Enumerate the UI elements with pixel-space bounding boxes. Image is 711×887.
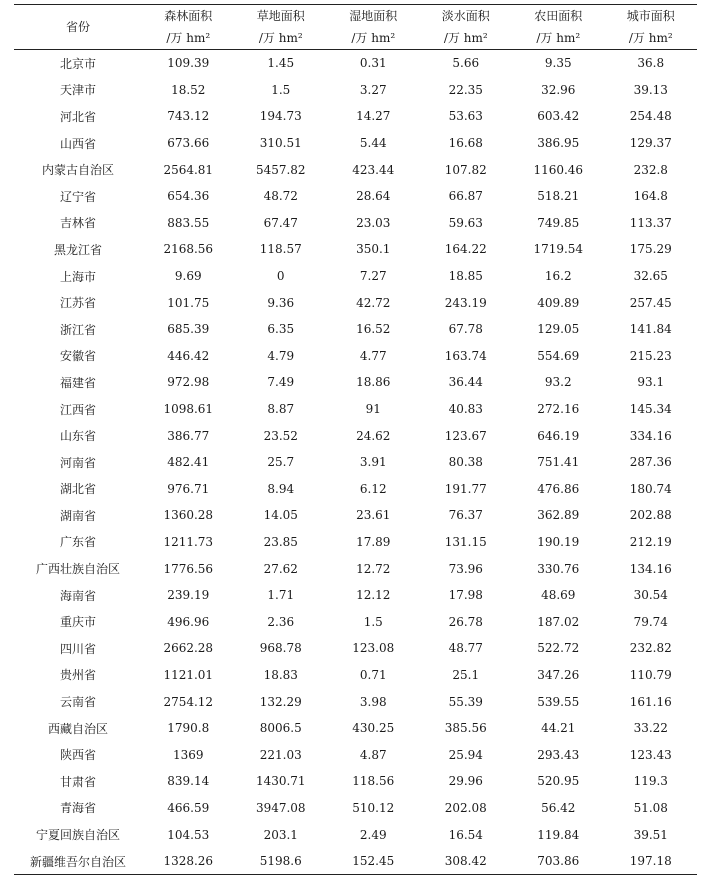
urban-cell: 161.16 bbox=[629, 694, 672, 709]
wetland-cell: 1.5 bbox=[363, 614, 383, 629]
header-unit: /万 hm² bbox=[351, 31, 396, 45]
table-row bbox=[14, 316, 697, 343]
province-area-table bbox=[14, 4, 697, 875]
urban-cell: 93.1 bbox=[637, 375, 665, 390]
province-cell: 湖南省 bbox=[59, 508, 96, 523]
header-label: 城市面积 bbox=[626, 9, 675, 23]
urban-cell: 212.19 bbox=[629, 534, 672, 549]
freshwater-cell: 385.56 bbox=[444, 721, 487, 736]
forest-cell: 101.75 bbox=[167, 295, 210, 310]
table-row bbox=[14, 795, 697, 822]
wetland-cell: 23.03 bbox=[356, 215, 391, 230]
grassland-cell: 4.79 bbox=[267, 348, 295, 363]
wetland-cell: 0.31 bbox=[359, 56, 387, 71]
farmland-cell: 409.89 bbox=[537, 295, 580, 310]
farmland-cell: 32.96 bbox=[541, 82, 576, 97]
province-cell: 广西壮族自治区 bbox=[35, 562, 120, 577]
grassland-cell: 118.57 bbox=[259, 242, 302, 257]
forest-cell: 482.41 bbox=[167, 455, 210, 470]
header-label: 淡水面积 bbox=[441, 9, 490, 23]
forest-cell: 1790.8 bbox=[167, 721, 210, 736]
freshwater-cell: 17.98 bbox=[448, 588, 483, 603]
farmland-cell: 1160.46 bbox=[533, 162, 584, 177]
urban-cell: 30.54 bbox=[633, 588, 668, 603]
freshwater-cell: 55.39 bbox=[448, 694, 483, 709]
table-row bbox=[14, 396, 697, 423]
header-unit: /万 hm² bbox=[166, 31, 211, 45]
farmland-cell: 522.72 bbox=[537, 641, 580, 656]
urban-cell: 51.08 bbox=[633, 800, 668, 815]
forest-cell: 9.69 bbox=[174, 269, 202, 284]
farmland-cell: 16.2 bbox=[544, 269, 572, 284]
forest-cell: 386.77 bbox=[167, 428, 210, 443]
grassland-cell: 1.5 bbox=[271, 82, 291, 97]
urban-cell: 232.82 bbox=[629, 641, 672, 656]
urban-cell: 197.18 bbox=[605, 848, 698, 875]
header-cell-freshwater bbox=[420, 5, 513, 50]
header-label: 省份 bbox=[65, 20, 90, 34]
wetland-cell: 2.49 bbox=[359, 827, 387, 842]
freshwater-cell: 59.63 bbox=[448, 215, 483, 230]
farmland-cell: 330.76 bbox=[537, 561, 580, 576]
urban-cell: 110.79 bbox=[629, 667, 672, 682]
province-cell: 上海市 bbox=[59, 269, 96, 284]
freshwater-cell: 76.37 bbox=[448, 508, 483, 523]
forest-cell: 1121.01 bbox=[163, 667, 214, 682]
table-row bbox=[14, 635, 697, 662]
forest-cell: 654.36 bbox=[167, 189, 210, 204]
freshwater-cell: 73.96 bbox=[448, 561, 483, 576]
header-cell-farmland bbox=[512, 5, 605, 50]
forest-cell: 976.71 bbox=[167, 481, 210, 496]
forest-cell: 1360.28 bbox=[163, 508, 214, 523]
farmland-cell: 119.84 bbox=[537, 827, 580, 842]
header-cell-wetland bbox=[327, 5, 420, 50]
farmland-cell: 386.95 bbox=[537, 136, 580, 151]
wetland-cell: 12.12 bbox=[356, 588, 391, 603]
freshwater-cell: 107.82 bbox=[444, 162, 487, 177]
grassland-cell: 3947.08 bbox=[255, 800, 306, 815]
grassland-cell: 18.83 bbox=[263, 667, 298, 682]
province-cell: 贵州省 bbox=[59, 668, 96, 683]
forest-cell: 1369 bbox=[172, 747, 204, 762]
farmland-cell: 1719.54 bbox=[533, 242, 584, 257]
province-cell: 浙江省 bbox=[59, 322, 96, 337]
forest-cell: 446.42 bbox=[167, 348, 210, 363]
wetland-cell: 12.72 bbox=[356, 561, 391, 576]
urban-cell: 202.88 bbox=[629, 508, 672, 523]
grassland-cell: 8.87 bbox=[267, 402, 295, 417]
grassland-cell: 1.45 bbox=[267, 56, 295, 71]
header-cell-urban bbox=[605, 5, 698, 50]
table-row bbox=[14, 263, 697, 290]
freshwater-cell: 22.35 bbox=[448, 82, 483, 97]
freshwater-cell: 40.83 bbox=[448, 402, 483, 417]
freshwater-cell: 16.68 bbox=[448, 136, 483, 151]
forest-cell: 2662.28 bbox=[163, 641, 214, 656]
table-row bbox=[14, 103, 697, 130]
urban-cell: 141.84 bbox=[629, 322, 672, 337]
forest-cell: 2564.81 bbox=[163, 162, 214, 177]
wetland-cell: 14.27 bbox=[356, 109, 391, 124]
freshwater-cell: 191.77 bbox=[444, 481, 487, 496]
grassland-cell: 7.49 bbox=[267, 375, 295, 390]
forest-cell: 496.96 bbox=[167, 614, 210, 629]
freshwater-cell: 164.22 bbox=[444, 242, 487, 257]
farmland-cell: 56.42 bbox=[541, 800, 576, 815]
wetland-cell: 3.91 bbox=[359, 455, 387, 470]
forest-cell: 18.52 bbox=[171, 82, 206, 97]
forest-cell: 109.39 bbox=[167, 56, 210, 71]
wetland-cell: 5.44 bbox=[359, 136, 387, 151]
province-cell: 黑龙江省 bbox=[53, 242, 102, 257]
freshwater-cell: 243.19 bbox=[444, 295, 487, 310]
province-cell: 江西省 bbox=[59, 402, 96, 417]
province-cell: 内蒙古自治区 bbox=[41, 163, 114, 178]
table-row bbox=[14, 449, 697, 476]
grassland-cell: 0 bbox=[276, 269, 285, 284]
province-cell: 宁夏回族自治区 bbox=[35, 828, 120, 843]
province-cell: 海南省 bbox=[59, 588, 96, 603]
wetland-cell: 152.45 bbox=[327, 848, 420, 875]
table-row bbox=[14, 715, 697, 742]
province-cell: 安徽省 bbox=[59, 349, 96, 364]
header-cell-province bbox=[14, 5, 142, 50]
forest-cell: 466.59 bbox=[167, 800, 210, 815]
grassland-cell: 48.72 bbox=[263, 189, 298, 204]
header-label: 森林面积 bbox=[164, 9, 213, 23]
province-cell: 吉林省 bbox=[59, 216, 96, 231]
table-row bbox=[14, 343, 697, 370]
wetland-cell: 510.12 bbox=[352, 800, 395, 815]
grassland-cell: 5198.6 bbox=[235, 848, 328, 875]
forest-cell: 883.55 bbox=[167, 215, 210, 230]
urban-cell: 32.65 bbox=[633, 269, 668, 284]
urban-cell: 257.45 bbox=[629, 295, 672, 310]
wetland-cell: 18.86 bbox=[356, 375, 391, 390]
wetland-cell: 7.27 bbox=[359, 269, 387, 284]
grassland-cell: 6.35 bbox=[267, 322, 295, 337]
wetland-cell: 123.08 bbox=[352, 641, 395, 656]
forest-cell: 239.19 bbox=[167, 588, 210, 603]
forest-cell: 104.53 bbox=[167, 827, 210, 842]
farmland-cell: 749.85 bbox=[537, 215, 580, 230]
province-cell: 河南省 bbox=[59, 455, 96, 470]
farmland-cell: 293.43 bbox=[537, 747, 580, 762]
table-row bbox=[14, 422, 697, 449]
province-cell: 天津市 bbox=[59, 83, 96, 98]
farmland-cell: 520.95 bbox=[537, 774, 580, 789]
header-unit: /万 hm² bbox=[258, 31, 303, 45]
header-label: 农田面积 bbox=[534, 9, 583, 23]
freshwater-cell: 80.38 bbox=[448, 455, 483, 470]
farmland-cell: 751.41 bbox=[537, 455, 580, 470]
wetland-cell: 16.52 bbox=[356, 322, 391, 337]
freshwater-cell: 25.94 bbox=[448, 747, 483, 762]
farmland-cell: 129.05 bbox=[537, 322, 580, 337]
table-row bbox=[14, 476, 697, 503]
farmland-cell: 476.86 bbox=[537, 481, 580, 496]
urban-cell: 33.22 bbox=[633, 721, 668, 736]
grassland-cell: 132.29 bbox=[259, 694, 302, 709]
urban-cell: 145.34 bbox=[629, 402, 672, 417]
freshwater-cell: 53.63 bbox=[448, 109, 483, 124]
province-cell: 云南省 bbox=[59, 695, 96, 710]
freshwater-cell: 163.74 bbox=[444, 348, 487, 363]
urban-cell: 39.51 bbox=[633, 827, 668, 842]
province-cell: 西藏自治区 bbox=[47, 721, 108, 736]
urban-cell: 123.43 bbox=[629, 747, 672, 762]
grassland-cell: 221.03 bbox=[259, 747, 302, 762]
province-cell: 河北省 bbox=[59, 109, 96, 124]
farmland-cell: 347.26 bbox=[537, 667, 580, 682]
urban-cell: 113.37 bbox=[629, 215, 672, 230]
forest-cell: 1211.73 bbox=[163, 534, 214, 549]
forest-cell: 839.14 bbox=[167, 774, 210, 789]
wetland-cell: 118.56 bbox=[352, 774, 395, 789]
urban-cell: 119.3 bbox=[633, 774, 668, 789]
wetland-cell: 350.1 bbox=[356, 242, 391, 257]
header-cell-grassland bbox=[235, 5, 328, 50]
grassland-cell: 310.51 bbox=[259, 136, 302, 151]
province-cell: 福建省 bbox=[59, 375, 96, 390]
header-cell-forest bbox=[142, 5, 235, 50]
freshwater-cell: 67.78 bbox=[448, 322, 483, 337]
forest-cell: 972.98 bbox=[167, 375, 210, 390]
freshwater-cell: 66.87 bbox=[448, 189, 483, 204]
province-cell: 青海省 bbox=[59, 801, 96, 816]
forest-cell: 1328.26 bbox=[142, 848, 235, 875]
table-row bbox=[14, 236, 697, 263]
province-cell: 陕西省 bbox=[59, 748, 96, 763]
wetland-cell: 430.25 bbox=[352, 721, 395, 736]
table-row bbox=[14, 183, 697, 210]
freshwater-cell: 202.08 bbox=[444, 800, 487, 815]
grassland-cell: 968.78 bbox=[259, 641, 302, 656]
freshwater-cell: 48.77 bbox=[448, 641, 483, 656]
urban-cell: 164.8 bbox=[633, 189, 668, 204]
province-cell: 四川省 bbox=[59, 641, 96, 656]
table-row bbox=[14, 529, 697, 556]
table-row bbox=[14, 662, 697, 689]
wetland-cell: 3.27 bbox=[359, 82, 387, 97]
farmland-cell: 539.55 bbox=[537, 694, 580, 709]
table-row bbox=[14, 848, 697, 875]
wetland-cell: 4.77 bbox=[359, 348, 387, 363]
urban-cell: 39.13 bbox=[633, 82, 668, 97]
wetland-cell: 6.12 bbox=[359, 481, 387, 496]
table-row bbox=[14, 130, 697, 157]
grassland-cell: 23.85 bbox=[263, 534, 298, 549]
header-label: 草地面积 bbox=[256, 9, 305, 23]
freshwater-cell: 29.96 bbox=[448, 774, 483, 789]
wetland-cell: 91 bbox=[365, 402, 381, 417]
grassland-cell: 2.36 bbox=[267, 614, 295, 629]
grassland-cell: 194.73 bbox=[259, 109, 302, 124]
urban-cell: 287.36 bbox=[629, 455, 672, 470]
urban-cell: 180.74 bbox=[629, 481, 672, 496]
forest-cell: 743.12 bbox=[167, 109, 210, 124]
province-cell: 广东省 bbox=[59, 535, 96, 550]
province-cell: 辽宁省 bbox=[59, 189, 96, 204]
freshwater-cell: 5.66 bbox=[452, 56, 480, 71]
table-row bbox=[14, 77, 697, 104]
table-row bbox=[14, 741, 697, 768]
farmland-cell: 646.19 bbox=[537, 428, 580, 443]
province-cell: 山东省 bbox=[59, 429, 96, 444]
forest-cell: 2754.12 bbox=[163, 694, 214, 709]
grassland-cell: 8006.5 bbox=[259, 721, 302, 736]
forest-cell: 1776.56 bbox=[163, 561, 214, 576]
table-row bbox=[14, 156, 697, 183]
forest-cell: 685.39 bbox=[167, 322, 210, 337]
table-row bbox=[14, 210, 697, 237]
header-unit: /万 hm² bbox=[536, 31, 581, 45]
grassland-cell: 27.62 bbox=[263, 561, 298, 576]
urban-cell: 334.16 bbox=[629, 428, 672, 443]
table-header-row bbox=[14, 5, 697, 50]
freshwater-cell: 36.44 bbox=[448, 375, 483, 390]
urban-cell: 232.8 bbox=[633, 162, 668, 177]
grassland-cell: 25.7 bbox=[267, 455, 295, 470]
grassland-cell: 1430.71 bbox=[255, 774, 306, 789]
farmland-cell: 187.02 bbox=[537, 614, 580, 629]
province-cell: 北京市 bbox=[59, 56, 96, 71]
wetland-cell: 4.87 bbox=[359, 747, 387, 762]
wetland-cell: 23.61 bbox=[356, 508, 391, 523]
freshwater-cell: 131.15 bbox=[444, 534, 487, 549]
wetland-cell: 3.98 bbox=[359, 694, 387, 709]
freshwater-cell: 25.1 bbox=[452, 667, 480, 682]
farmland-cell: 190.19 bbox=[537, 534, 580, 549]
grassland-cell: 1.71 bbox=[267, 588, 295, 603]
wetland-cell: 24.62 bbox=[356, 428, 391, 443]
header-unit: /万 hm² bbox=[628, 31, 673, 45]
province-cell: 江苏省 bbox=[59, 296, 96, 311]
urban-cell: 254.48 bbox=[629, 109, 672, 124]
forest-cell: 2168.56 bbox=[163, 242, 214, 257]
farmland-cell: 272.16 bbox=[537, 402, 580, 417]
forest-cell: 673.66 bbox=[167, 136, 210, 151]
freshwater-cell: 123.67 bbox=[444, 428, 487, 443]
header-unit: /万 hm² bbox=[443, 31, 488, 45]
freshwater-cell: 18.85 bbox=[448, 269, 483, 284]
header-label: 湿地面积 bbox=[349, 9, 398, 23]
freshwater-cell: 16.54 bbox=[448, 827, 483, 842]
grassland-cell: 9.36 bbox=[267, 295, 295, 310]
province-cell: 甘肃省 bbox=[59, 774, 96, 789]
province-cell: 山西省 bbox=[59, 136, 96, 151]
table-row bbox=[14, 688, 697, 715]
urban-cell: 215.23 bbox=[629, 348, 672, 363]
table-row bbox=[14, 289, 697, 316]
wetland-cell: 42.72 bbox=[356, 295, 391, 310]
farmland-cell: 48.69 bbox=[541, 588, 576, 603]
table-row bbox=[14, 502, 697, 529]
farmland-cell: 362.89 bbox=[537, 508, 580, 523]
freshwater-cell: 308.42 bbox=[420, 848, 513, 875]
wetland-cell: 0.71 bbox=[359, 667, 387, 682]
farmland-cell: 44.21 bbox=[541, 721, 576, 736]
table-row bbox=[14, 821, 697, 848]
province-cell: 新疆维吾尔自治区 bbox=[14, 848, 142, 875]
farmland-cell: 518.21 bbox=[537, 189, 580, 204]
province-cell: 重庆市 bbox=[59, 615, 96, 630]
farmland-cell: 603.42 bbox=[537, 109, 580, 124]
table-row bbox=[14, 555, 697, 582]
forest-cell: 1098.61 bbox=[163, 402, 214, 417]
grassland-cell: 5457.82 bbox=[255, 162, 306, 177]
wetland-cell: 28.64 bbox=[356, 189, 391, 204]
urban-cell: 134.16 bbox=[629, 561, 672, 576]
farmland-cell: 554.69 bbox=[537, 348, 580, 363]
grassland-cell: 8.94 bbox=[267, 481, 295, 496]
grassland-cell: 67.47 bbox=[263, 215, 298, 230]
wetland-cell: 17.89 bbox=[356, 534, 391, 549]
farmland-cell: 93.2 bbox=[544, 375, 572, 390]
urban-cell: 129.37 bbox=[629, 136, 672, 151]
table-row bbox=[14, 608, 697, 635]
grassland-cell: 14.05 bbox=[263, 508, 298, 523]
freshwater-cell: 26.78 bbox=[448, 614, 483, 629]
urban-cell: 79.74 bbox=[633, 614, 668, 629]
urban-cell: 175.29 bbox=[629, 242, 672, 257]
table-row bbox=[14, 50, 697, 77]
farmland-cell: 703.86 bbox=[512, 848, 605, 875]
urban-cell: 36.8 bbox=[637, 56, 665, 71]
table-body bbox=[14, 50, 697, 875]
grassland-cell: 23.52 bbox=[263, 428, 298, 443]
grassland-cell: 203.1 bbox=[263, 827, 298, 842]
table-row bbox=[14, 369, 697, 396]
table-row bbox=[14, 582, 697, 609]
wetland-cell: 423.44 bbox=[352, 162, 395, 177]
farmland-cell: 9.35 bbox=[544, 56, 572, 71]
province-cell: 湖北省 bbox=[59, 482, 96, 497]
table-row bbox=[14, 768, 697, 795]
